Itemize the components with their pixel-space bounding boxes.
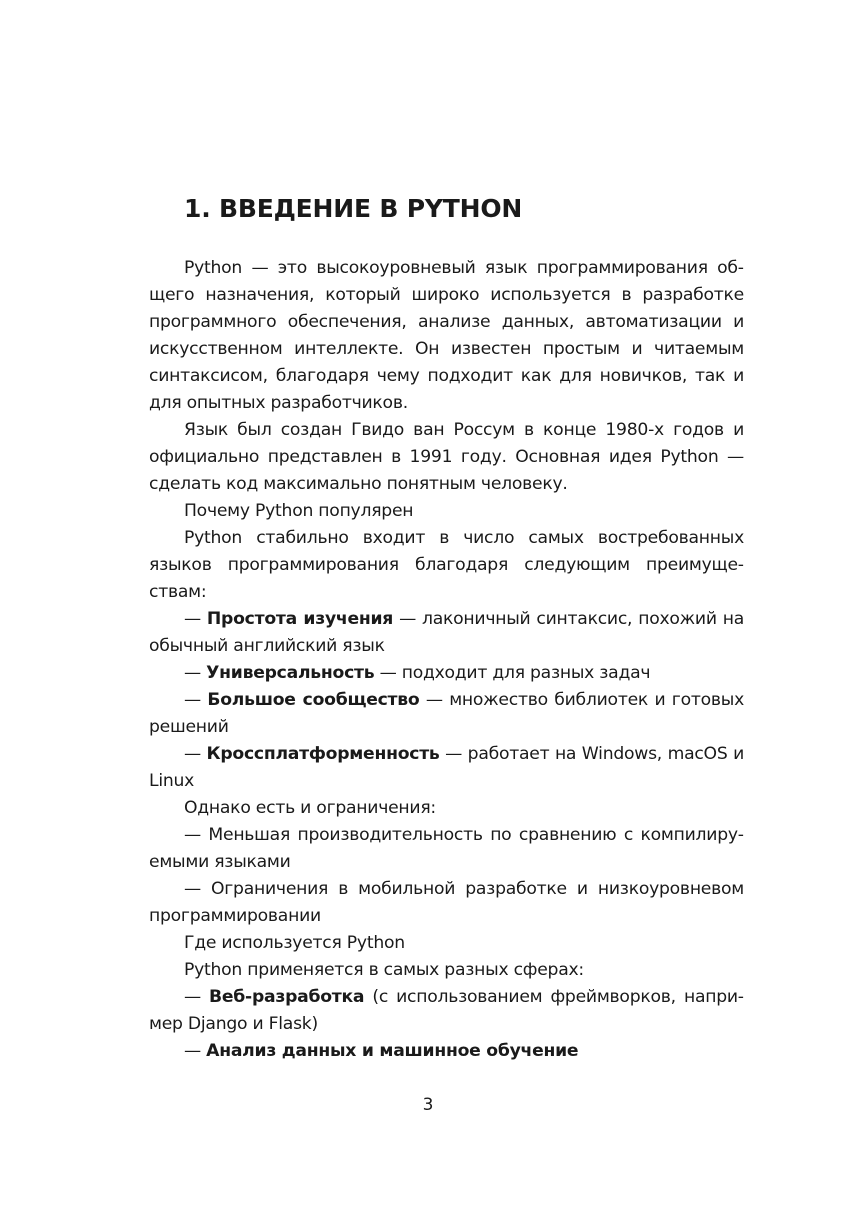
advantage-term: Большое сообщество	[207, 690, 420, 710]
chapter-heading: 1. ВВЕДЕНИЕ В PYTHON	[184, 194, 523, 223]
advantage-description: — множество библиотек и готовых решений	[149, 690, 744, 737]
advantage-term: Простота изучения	[206, 609, 394, 629]
list-dash: —	[184, 690, 208, 710]
advantage-term: Кроссплатформенность	[206, 744, 440, 764]
advantage-description: — лаконичный синтаксис, похожий на обычный английский язык	[149, 609, 744, 656]
list-item-usage	[149, 984, 744, 1038]
list-dash: —	[184, 1041, 207, 1061]
list-item-advantage	[149, 606, 744, 660]
paragraph-history: Язык был создан Гвидо ван Россум в конце 1980-х годов и официально представлен в 1991 году. Основная идея Python — сделать код максимально понятным человеку.	[149, 420, 744, 494]
paragraph-subheading-popular: Почему Python популярен	[184, 501, 414, 521]
list-dash: —	[184, 609, 207, 629]
list-item-advantage	[149, 741, 744, 795]
list-item-usage	[149, 1038, 744, 1065]
usage-description: (с использованием фреймворков, например Django и Flask)	[149, 987, 744, 1034]
list-item-limitation: — Меньшая производительность по сравнению с компилируемыми языками	[149, 825, 744, 872]
paragraph-limitations-intro: Однако есть и ограничения:	[184, 798, 436, 818]
list-dash: —	[184, 987, 210, 1007]
usage-term: Веб-разработка	[209, 987, 365, 1007]
list-dash: —	[184, 663, 207, 683]
body-text	[149, 255, 744, 1065]
list-item-advantage	[149, 687, 744, 741]
paragraph-advantages-intro: Python стабильно входит в число самых востребованных языков программирования благодаря следующим преимуществам:	[149, 528, 744, 602]
list-item-limitation: — Ограничения в мобильной разработке и низкоуровневом программировании	[149, 879, 744, 926]
advantage-description: — работает на Windows, macOS и Linux	[149, 744, 744, 791]
advantage-term: Универсальность	[206, 663, 375, 683]
paragraph-intro: Python — это высокоуровневый язык программирования общего назначения, который широко используется в разработке программного обеспечения, анализе данных, автоматизации и искусственном интеллекте. Он известен простым и читаемым синтаксисом, благодаря чему подходит как для новичков, так и для опытных разработчиков.	[149, 258, 744, 413]
usage-term: Анализ данных и машинное обучение	[206, 1041, 579, 1061]
list-dash: —	[184, 744, 207, 764]
page-number: 3	[422, 1095, 434, 1115]
advantage-description: — подходит для разных задач	[374, 663, 651, 683]
paragraph-subheading-usage: Где используется Python	[184, 933, 405, 953]
list-item-advantage	[149, 660, 744, 687]
paragraph-usage-intro: Python применяется в самых разных сферах:	[184, 960, 584, 980]
